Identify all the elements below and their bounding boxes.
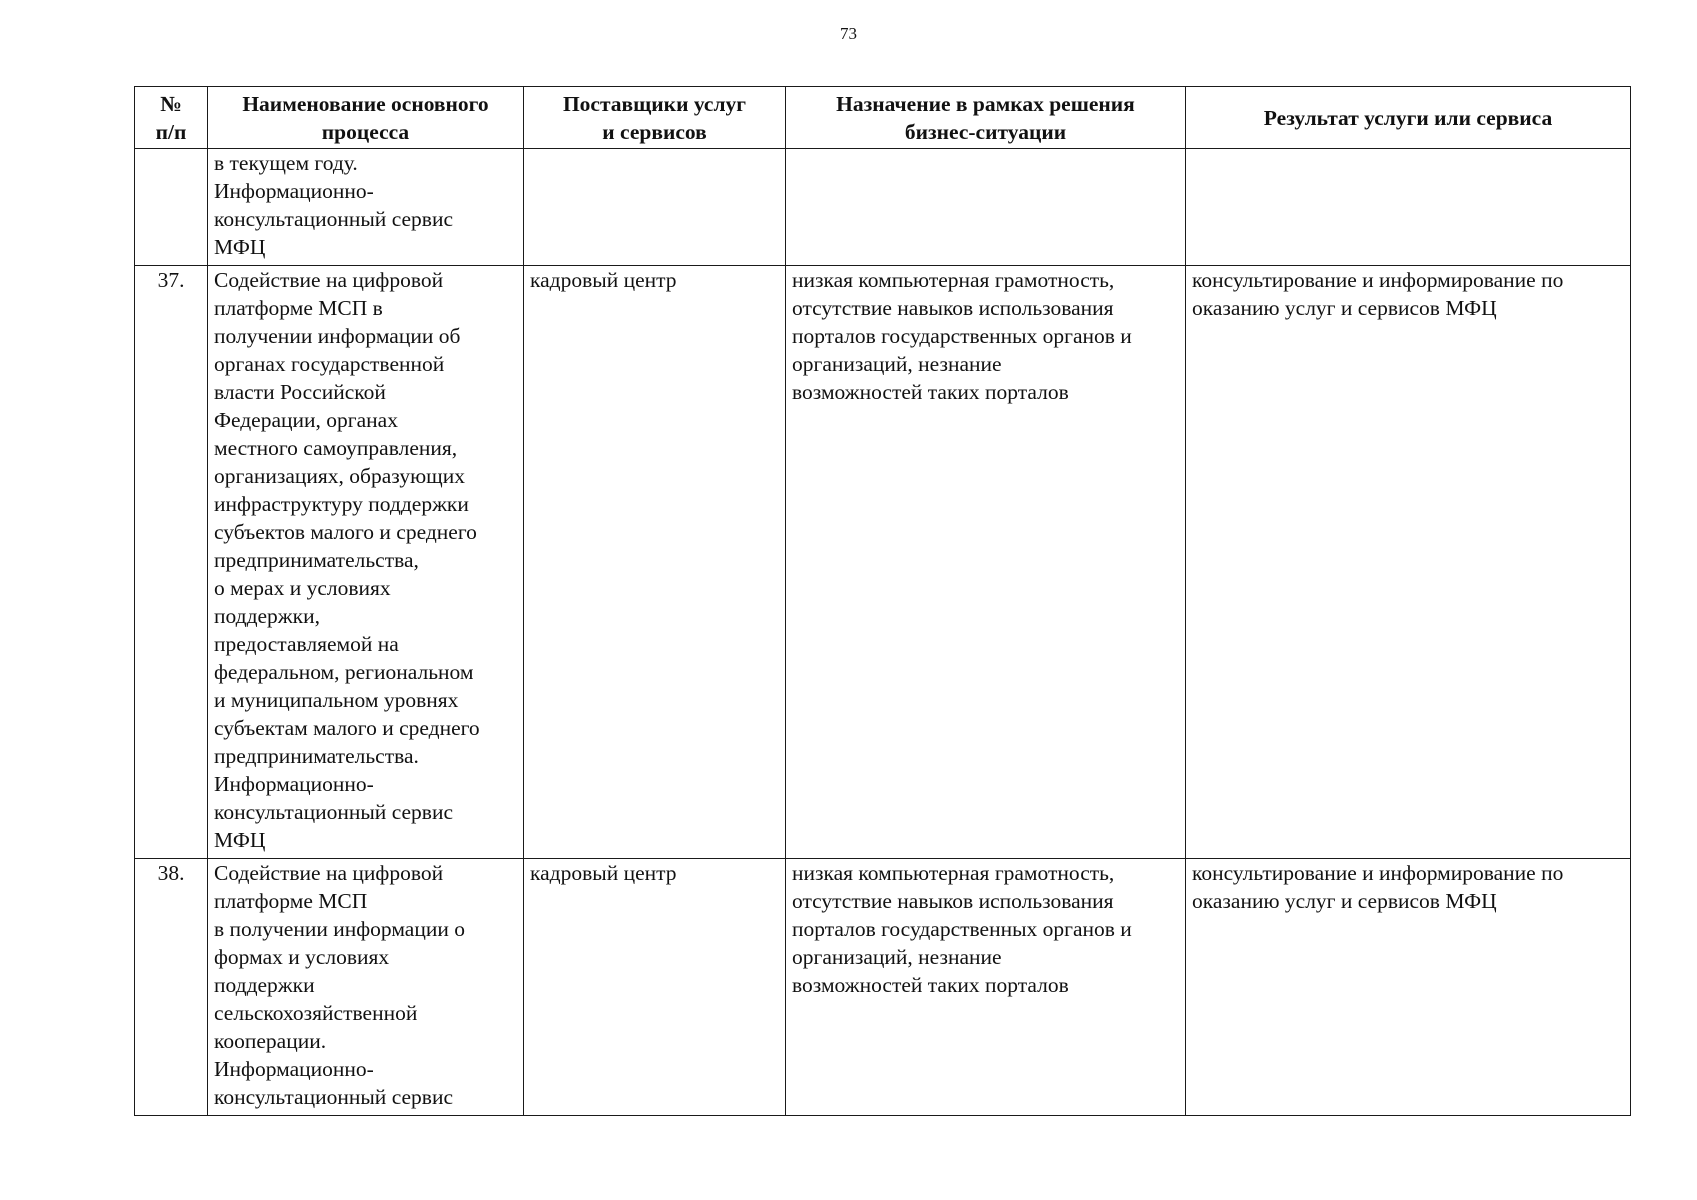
purpose-line: организаций, незнание: [792, 945, 1002, 969]
purpose-line: порталов государственных органов и: [792, 324, 1132, 348]
process-line: Федерации, органах: [214, 408, 398, 432]
process-name-cell: [208, 266, 524, 859]
process-line: инфраструктуру поддержки: [214, 492, 469, 516]
process-line: консультационный сервис: [214, 800, 453, 824]
purpose-line: порталов государственных органов и: [792, 917, 1132, 941]
purpose-line: низкая компьютерная грамотность,: [792, 861, 1115, 885]
process-line: Информационно-: [214, 179, 374, 203]
result-line: оказанию услуг и сервисов МФЦ: [1192, 889, 1497, 913]
result-cell: [1186, 149, 1631, 266]
process-line: власти Российской: [214, 380, 386, 404]
result-line: оказанию услуг и сервисов МФЦ: [1192, 296, 1497, 320]
process-line: поддержки: [214, 973, 315, 997]
row-number-cell: 37.: [135, 266, 208, 859]
process-line: Содействие на цифровой: [214, 861, 444, 885]
purpose-cell: [786, 859, 1186, 1116]
process-line: консультационный сервис: [214, 1085, 453, 1109]
header-providers: Поставщики услуг и сервисов: [524, 87, 786, 149]
process-line: МФЦ: [214, 828, 266, 852]
purpose-line: отсутствие навыков использования: [792, 889, 1114, 913]
process-line: сельскохозяйственной: [214, 1001, 418, 1025]
process-line: МФЦ: [214, 235, 266, 259]
process-line: получении информации об: [214, 324, 461, 348]
table-row: [135, 149, 1631, 266]
process-line: кооперации.: [214, 1029, 327, 1053]
process-name-cell: [208, 859, 524, 1116]
process-line: субъектам малого и среднего: [214, 716, 480, 740]
row-number-cell: [135, 149, 208, 266]
purpose-line: организаций, незнание: [792, 352, 1002, 376]
process-line: предоставляемой на: [214, 632, 399, 656]
process-line: платформе МСП в: [214, 296, 383, 320]
process-line: Информационно-: [214, 1057, 374, 1081]
process-line: федеральном, региональном: [214, 660, 474, 684]
purpose-line: отсутствие навыков использования: [792, 296, 1114, 320]
process-line: местного самоуправления,: [214, 436, 458, 460]
process-line: платформе МСП: [214, 889, 368, 913]
table-header-row: [135, 87, 1631, 149]
header-result: Результат услуги или сервиса: [1186, 87, 1631, 149]
table-row: [135, 859, 1631, 1116]
providers-cell: [524, 149, 786, 266]
providers-cell: кадровый центр: [524, 859, 786, 1116]
process-line: о мерах и условиях: [214, 576, 391, 600]
table-row: [135, 266, 1631, 859]
process-line: формах и условиях: [214, 945, 390, 969]
purpose-cell: [786, 149, 1186, 266]
result-line: консультирование и информирование по: [1192, 268, 1564, 292]
purpose-line: низкая компьютерная грамотность,: [792, 268, 1115, 292]
process-name-cell: [208, 149, 524, 266]
process-line: поддержки,: [214, 604, 320, 628]
result-cell: [1186, 266, 1631, 859]
process-line: организациях, образующих: [214, 464, 465, 488]
purpose-line: возможностей таких порталов: [792, 973, 1069, 997]
process-line: консультационный сервис: [214, 207, 453, 231]
services-table: [134, 86, 1631, 1116]
header-process-name: Наименование основного процесса: [208, 87, 524, 149]
page-number: 73: [840, 24, 857, 43]
process-line: Содействие на цифровой: [214, 268, 444, 292]
process-line: в текущем году.: [214, 151, 358, 175]
row-number-cell: 38.: [135, 859, 208, 1116]
process-line: предпринимательства,: [214, 548, 419, 572]
process-line: предпринимательства.: [214, 744, 419, 768]
process-line: в получении информации о: [214, 917, 465, 941]
process-line: Информационно-: [214, 772, 374, 796]
header-number: № п/п: [135, 87, 208, 149]
purpose-line: возможностей таких порталов: [792, 380, 1069, 404]
process-line: органах государственной: [214, 352, 445, 376]
providers-cell: кадровый центр: [524, 266, 786, 859]
purpose-cell: [786, 266, 1186, 859]
process-line: и муниципальном уровнях: [214, 688, 459, 712]
process-line: субъектов малого и среднего: [214, 520, 477, 544]
header-purpose: Назначение в рамках решения бизнес-ситуации: [786, 87, 1186, 149]
result-line: консультирование и информирование по: [1192, 861, 1564, 885]
result-cell: [1186, 859, 1631, 1116]
